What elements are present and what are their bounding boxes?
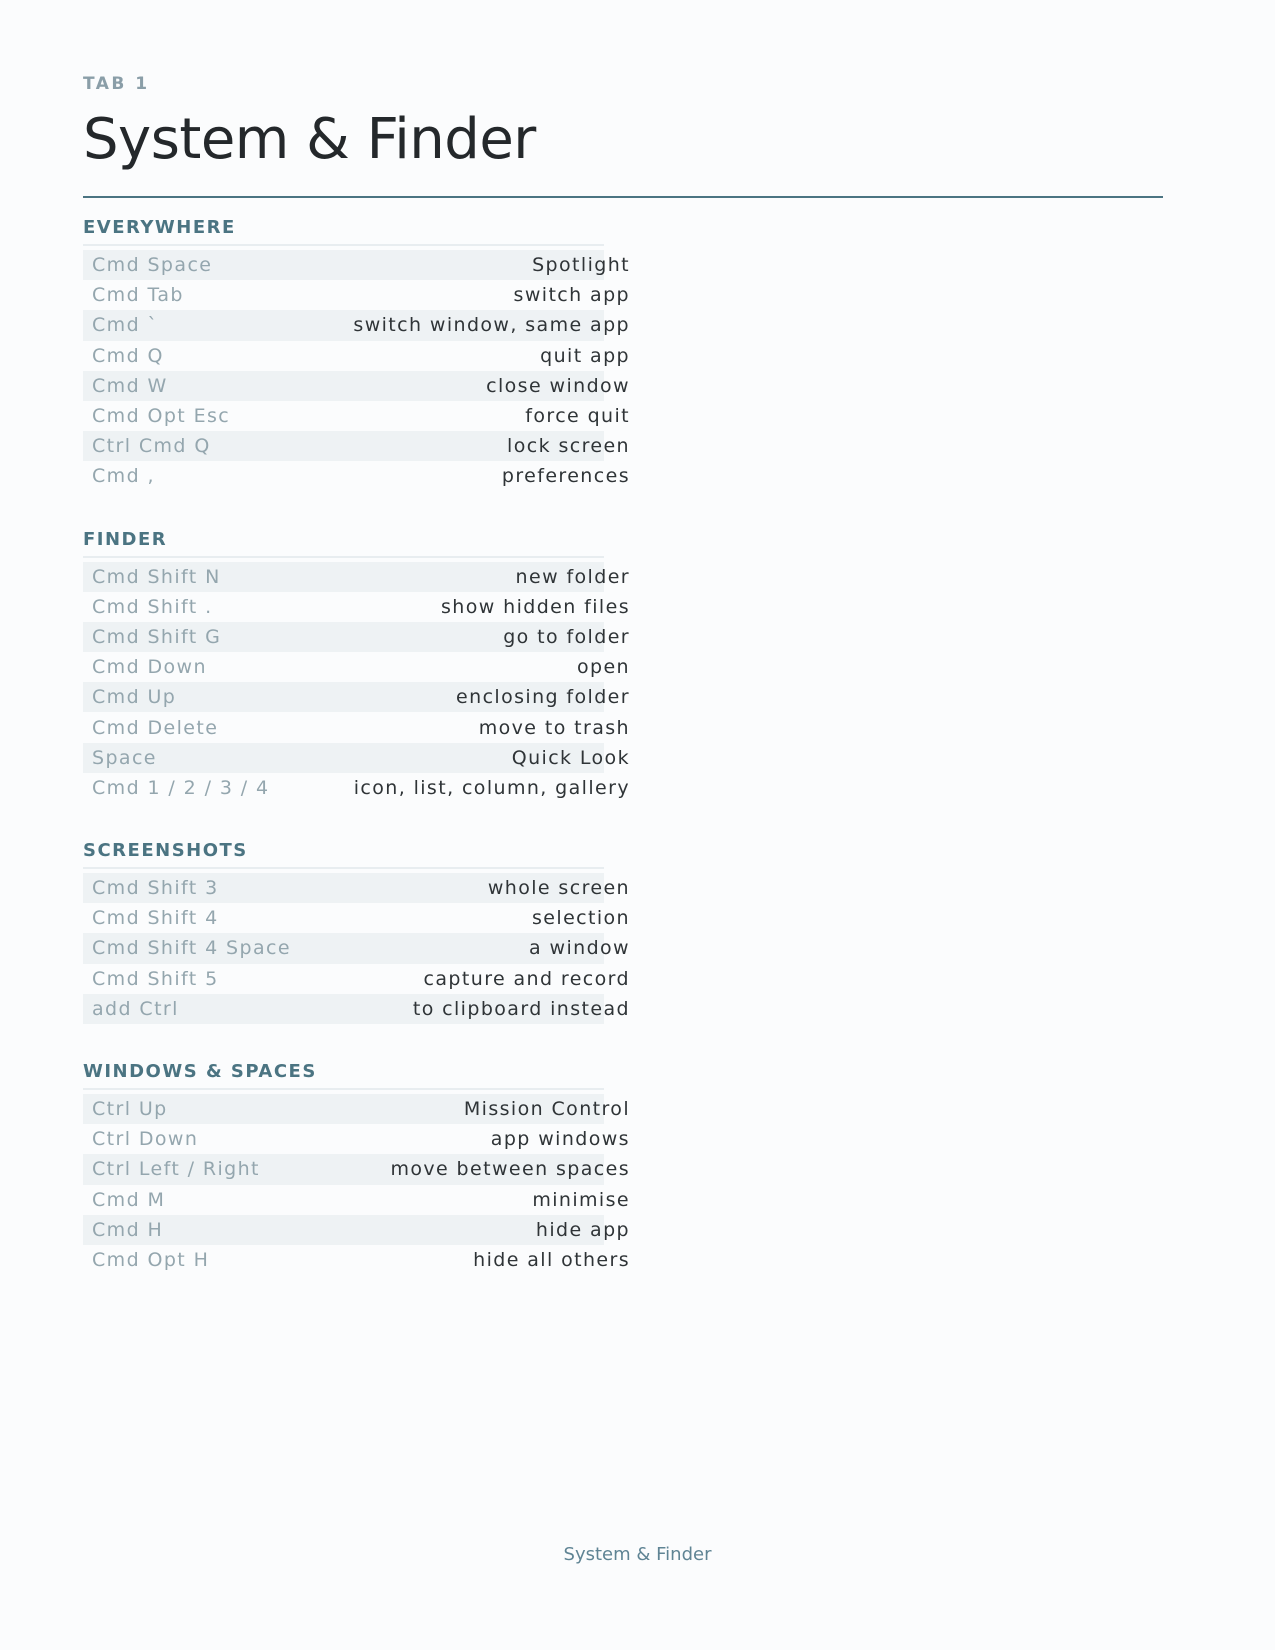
shortcut-row: [83, 964, 630, 994]
shortcut-action: to clipboard instead: [412, 997, 630, 1020]
shortcut-list: [83, 250, 630, 492]
shortcut-action: Mission Control: [463, 1098, 630, 1121]
shortcut-row: [83, 1154, 630, 1184]
shortcut-keys: Cmd ,: [92, 465, 155, 488]
shortcut-keys: Space: [92, 746, 157, 769]
section-title: FINDER: [83, 528, 604, 558]
shortcut-action: preferences: [501, 465, 630, 488]
shortcut-list: [83, 1094, 630, 1275]
shortcut-action: Quick Look: [511, 746, 630, 769]
shortcut-action: a window: [529, 937, 630, 960]
shortcut-keys: Cmd Q: [92, 344, 164, 367]
shortcut-keys: Ctrl Left / Right: [92, 1158, 260, 1181]
shortcut-action: app windows: [490, 1128, 630, 1151]
shortcut-action: lock screen: [507, 435, 630, 458]
section-title: SCREENSHOTS: [83, 839, 604, 869]
shortcut-action: show hidden files: [441, 595, 630, 618]
shortcut-keys: Cmd Space: [92, 254, 213, 277]
shortcut-action: whole screen: [487, 877, 630, 900]
shortcut-action: hide app: [535, 1218, 630, 1241]
shortcut-action: open: [576, 656, 630, 679]
shortcut-row: [83, 743, 630, 773]
shortcut-list: [83, 562, 630, 804]
shortcut-keys: Cmd W: [92, 374, 168, 397]
shortcut-row: [83, 773, 630, 803]
shortcut-row: [83, 461, 630, 491]
shortcut-action: minimise: [532, 1188, 630, 1211]
shortcut-keys: Cmd Shift 3: [92, 877, 219, 900]
shortcut-row: [83, 873, 630, 903]
title-divider: [83, 196, 1163, 198]
shortcut-row: [83, 903, 630, 933]
shortcut-action: move to trash: [478, 716, 630, 739]
shortcut-sections: [83, 216, 1163, 1275]
shortcut-row: [83, 1124, 630, 1154]
shortcut-action: selection: [532, 907, 630, 930]
shortcut-keys: Cmd Shift N: [92, 565, 221, 588]
shortcut-row: [83, 994, 630, 1024]
shortcut-keys: Cmd 1 / 2 / 3 / 4: [92, 776, 270, 799]
shortcut-list: [83, 873, 630, 1024]
shortcut-keys: Cmd Down: [92, 656, 207, 679]
shortcut-row: [83, 562, 630, 592]
page: [83, 72, 1163, 1275]
shortcut-action: move between spaces: [390, 1158, 630, 1181]
shortcut-row: [83, 712, 630, 742]
shortcut-keys: Cmd Shift G: [92, 625, 222, 648]
shortcut-keys: Cmd Shift 4 Space: [92, 937, 291, 960]
shortcut-section: [83, 1060, 630, 1275]
shortcut-keys: Cmd H: [92, 1218, 164, 1241]
shortcut-row: [83, 371, 630, 401]
shortcut-action: capture and record: [423, 967, 630, 990]
shortcut-row: [83, 250, 630, 280]
shortcut-keys: Cmd Opt Esc: [92, 405, 231, 428]
shortcut-row: [83, 1215, 630, 1245]
shortcut-action: quit app: [540, 344, 630, 367]
shortcut-keys: Cmd M: [92, 1188, 166, 1211]
shortcut-row: [83, 652, 630, 682]
shortcut-row: [83, 682, 630, 712]
shortcut-row: [83, 310, 630, 340]
shortcut-keys: Cmd `: [92, 314, 159, 337]
shortcut-row: [83, 431, 630, 461]
shortcut-row: [83, 1094, 630, 1124]
shortcut-action: hide all others: [473, 1248, 630, 1271]
section-title: EVERYWHERE: [83, 216, 604, 246]
page-footer: System & Finder: [563, 1544, 712, 1565]
shortcut-row: [83, 1245, 630, 1275]
shortcut-section: [83, 216, 630, 492]
shortcut-keys: Cmd Shift 4: [92, 907, 219, 930]
section-title: WINDOWS & SPACES: [83, 1060, 604, 1090]
shortcut-action: Spotlight: [532, 254, 630, 277]
shortcut-section: [83, 839, 630, 1024]
shortcut-keys: Cmd Shift .: [92, 595, 213, 618]
shortcut-keys: Cmd Up: [92, 686, 177, 709]
shortcut-keys: Cmd Opt H: [92, 1248, 210, 1271]
shortcut-row: [83, 280, 630, 310]
shortcut-keys: Ctrl Down: [92, 1128, 199, 1151]
shortcut-section: [83, 528, 630, 804]
shortcut-row: [83, 341, 630, 371]
shortcut-action: switch app: [513, 284, 630, 307]
shortcut-action: new folder: [515, 565, 630, 588]
shortcut-keys: Ctrl Cmd Q: [92, 435, 211, 458]
shortcut-row: [83, 401, 630, 431]
shortcut-action: close window: [486, 374, 630, 397]
page-title: System & Finder: [83, 107, 536, 172]
shortcut-row: [83, 592, 630, 622]
shortcut-action: enclosing folder: [456, 686, 630, 709]
shortcut-action: icon, list, column, gallery: [353, 776, 630, 799]
shortcut-keys: Cmd Tab: [92, 284, 184, 307]
shortcut-keys: Cmd Delete: [92, 716, 219, 739]
tab-label: TAB 1: [83, 74, 150, 94]
shortcut-action: go to folder: [503, 625, 630, 648]
shortcut-keys: Ctrl Up: [92, 1098, 168, 1121]
shortcut-row: [83, 933, 630, 963]
shortcut-row: [83, 1185, 630, 1215]
shortcut-row: [83, 622, 630, 652]
shortcut-keys: add Ctrl: [92, 997, 179, 1020]
shortcut-keys: Cmd Shift 5: [92, 967, 219, 990]
shortcut-action: switch window, same app: [353, 314, 630, 337]
shortcut-action: force quit: [525, 405, 630, 428]
